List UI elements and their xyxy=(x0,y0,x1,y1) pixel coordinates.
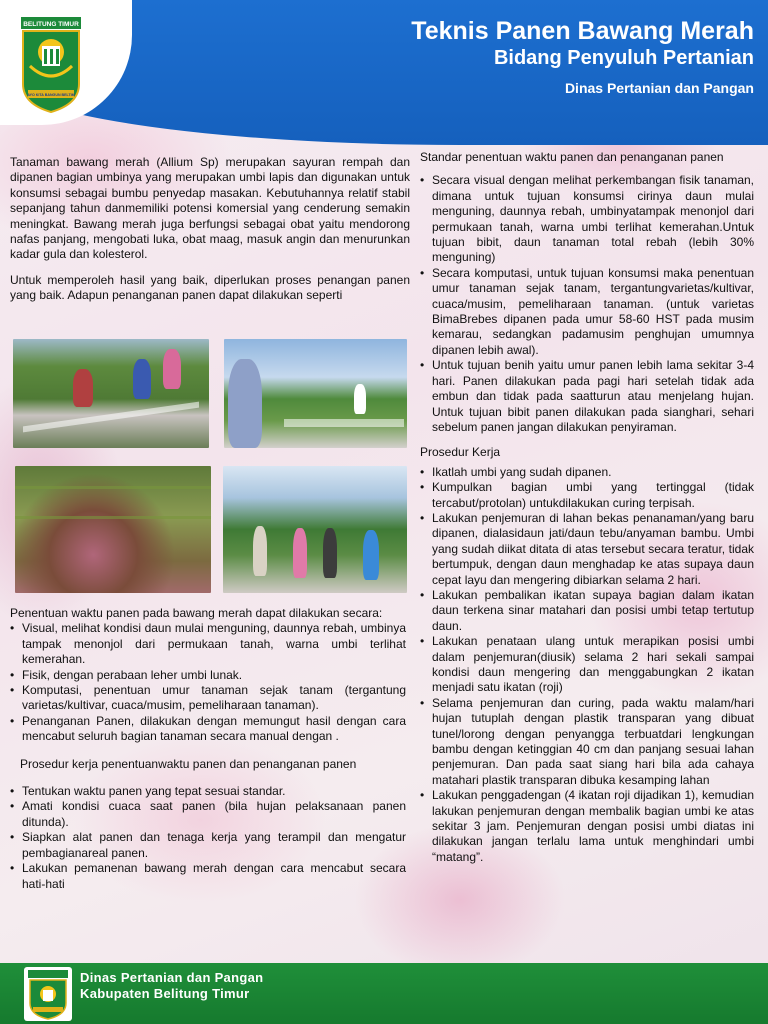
svg-text:AYO KITA BANGUN BELTIM: AYO KITA BANGUN BELTIM xyxy=(27,93,75,97)
photo-harvested-shallots xyxy=(15,466,211,593)
list-item: • Secara visual dengan melihat perkembangan fisik tanaman, dimana untuk tujuan konsumsi cirinya daun mulai menguning, daunnya rebah, umbinyatampak menonjol dari permukaan tanah, warna umbi terlihat kemerahan.Untuk tujuan bibit, daun tanaman total rebah (lebih 30% menguning) xyxy=(420,173,754,265)
photo-farmer-group xyxy=(223,466,407,593)
photo-harvest-field xyxy=(13,339,209,448)
list-item: • Siapkan alat panen dan tenaga kerja yang terampil dan mengatur pembagianareal panen. xyxy=(10,830,406,861)
footer-banner xyxy=(0,963,768,1024)
photo-officer-inspecting xyxy=(224,339,407,448)
list-item: • Lakukan penataan ulang untuk merapikan posisi umbi dalam penjemuran(diusik) selama 2 hari sekali sampai kondisi daun mengering dan menggabungkan 2 ikatan menjadi satu ikatan (roji) xyxy=(420,634,754,696)
belitung-timur-crest-icon xyxy=(24,967,72,1021)
header-banner xyxy=(0,0,768,145)
prosedur-list-right xyxy=(420,465,754,866)
list-item: • Visual, melihat kondisi daun mulai menguning, daunnya rebah, umbinya tampak menonjol dari permukaan tanah, warna umbi terlihat kemerahan. xyxy=(10,621,406,667)
photo-grid xyxy=(13,339,407,593)
list-item: • Lakukan pemanenan bawang merah dengan cara mencabut secara hati-hati xyxy=(10,861,406,892)
svg-text:BELITUNG TIMUR: BELITUNG TIMUR xyxy=(23,21,79,28)
prosedur-list-left xyxy=(10,784,406,892)
footer-region: Kabupaten Belitung Timur xyxy=(80,986,250,1001)
list-item: • Lakukan penjemuran di lahan bekas penanaman/yang baru dipanen, dialasidaun jati/daun tebu/anyaman bambu. Umbi yang sudah diikat ditata di atas tersebut secara teratur, tidak bertumpuk, dengan daun menghadap ke atas supaya daun cepat layu dan mengering dibiarkan selama 2 hari. xyxy=(420,511,754,588)
page-subtitle: Bidang Penyuluh Pertanian xyxy=(493,47,754,69)
penentuan-intro: Penentuan waktu panen pada bawang merah dapat dilakukan secara: xyxy=(10,606,383,620)
page-title: Teknis Panen Bawang Merah xyxy=(411,17,754,45)
standar-title: Standar penentuan waktu panen dan penanganan panen xyxy=(420,150,724,164)
list-item: • Amati kondisi cuaca saat panen (bila hujan pelaksanaan panen ditunda). xyxy=(10,799,406,830)
list-item: • Selama penjemuran dan curing, pada waktu malam/hari hujan tutuplah dengan plastik transparan yang dibuat tunel/lorong dengan penyangga terbuatdari lengkungan bambu dengan ketinggian 40 cm dan panjang sesuai lahan penjemuran. Dan pada saat siang hari bila ada cahaya matahari plastik transparan dibuka kesamping lahan xyxy=(420,696,754,788)
agency-name: Dinas Pertanian dan Pangan xyxy=(564,80,754,96)
intro-paragraph-1: Tanaman bawang merah (Allium Sp) merupakan sayuran rempah dan dipanen bagian umbinya yang merupakan umbi lapis dan digunakan untuk konsumsi sebagai bumbu penyedap masakan. Kebutuhannya relatif stabil sepanjang tahun danmemiliki potensi komersial yang cenderung semakin meningkat. Bawang merah juga berfungsi sebagai obat yaitu mendorong nafas panjang, mengobati luka, obat maag, masuk angin dan menurunkan kadar gula dan kolesterol. xyxy=(10,155,410,262)
belitung-timur-crest-icon xyxy=(20,16,82,114)
prosedur-title-right: Prosedur Kerja xyxy=(420,445,501,460)
list-item: • Lakukan penggadengan (4 ikatan roji dijadikan 1), kemudian lakukan penjemuran dengan membalik bagian umbi ke atas sekitar 3 jam. Penjemuran dengan posisi umbi diatas ini dilakukan jangan terlalu lama untuk menghindari umbi “matang”. xyxy=(420,788,754,865)
logo-panel xyxy=(0,0,132,125)
list-item: • Komputasi, penentuan umur tanaman sejak tanam (tergantung varietas/kultivar, cuaca/musim, pemeliharaan tanaman). xyxy=(10,683,406,714)
list-item: • Kumpulkan bagian umbi yang tertinggal (tidak tercabut/protolan) untukdilakukan curing terpisah. xyxy=(420,480,754,511)
list-item: • Secara komputasi, untuk tujuan konsumsi maka penentuan umur tanaman sejak tanam, tergantungvarietas/kultivar, cuaca/musim, pemeliharaan tanaman. (untuk varietas BimaBrebes dipanen pada umur 58-60 HST pada musim kemarau, sedangkan padamusim penghujan umumnya dipanen lebih awal). xyxy=(420,266,754,358)
title-block xyxy=(411,16,754,98)
list-item: • Penanganan Panen, dilakukan dengan memungut hasil dengan cara mencabut seluruh bagian tanaman secara manual dengan . xyxy=(10,714,406,745)
right-column xyxy=(420,150,754,865)
list-item: • Tentukan waktu panen yang tepat sesuai standar. xyxy=(10,784,406,799)
left-column-lists xyxy=(10,606,406,892)
penentuan-list xyxy=(10,621,406,744)
left-column-intro xyxy=(10,155,410,304)
footer-agency: Dinas Pertanian dan Pangan xyxy=(80,970,264,985)
list-item: • Ikatlah umbi yang sudah dipanen. xyxy=(420,465,754,480)
list-item: • Fisik, dengan perabaan leher umbi lunak. xyxy=(10,668,406,683)
footer-text xyxy=(80,970,263,1002)
intro-paragraph-2: Untuk memperoleh hasil yang baik, diperlukan proses penangan panen yang baik. Adapun penanganan panen dapat dilakukan seperti xyxy=(10,272,410,303)
standar-list xyxy=(420,173,754,435)
prosedur-title-left: Prosedur kerja penentuanwaktu panen dan penanganan panen xyxy=(20,756,357,771)
list-item: • Untuk tujuan benih yaitu umur panen lebih lama sekitar 3-4 hari. Panen dilakukan pada pagi hari setelah tidak ada embun dan tidak pada saatturun atau menjelang hujan. Untuk tujuan bibit panen dilakukan pada sianghari, sehari sebelum panen jangan dilakukan penyiraman. xyxy=(420,358,754,435)
list-item: • Lakukan pembalikan ikatan supaya bagian dalam ikatan daun terkena sinar matahari dan posisi umbi tetap tertutup daun. xyxy=(420,588,754,634)
